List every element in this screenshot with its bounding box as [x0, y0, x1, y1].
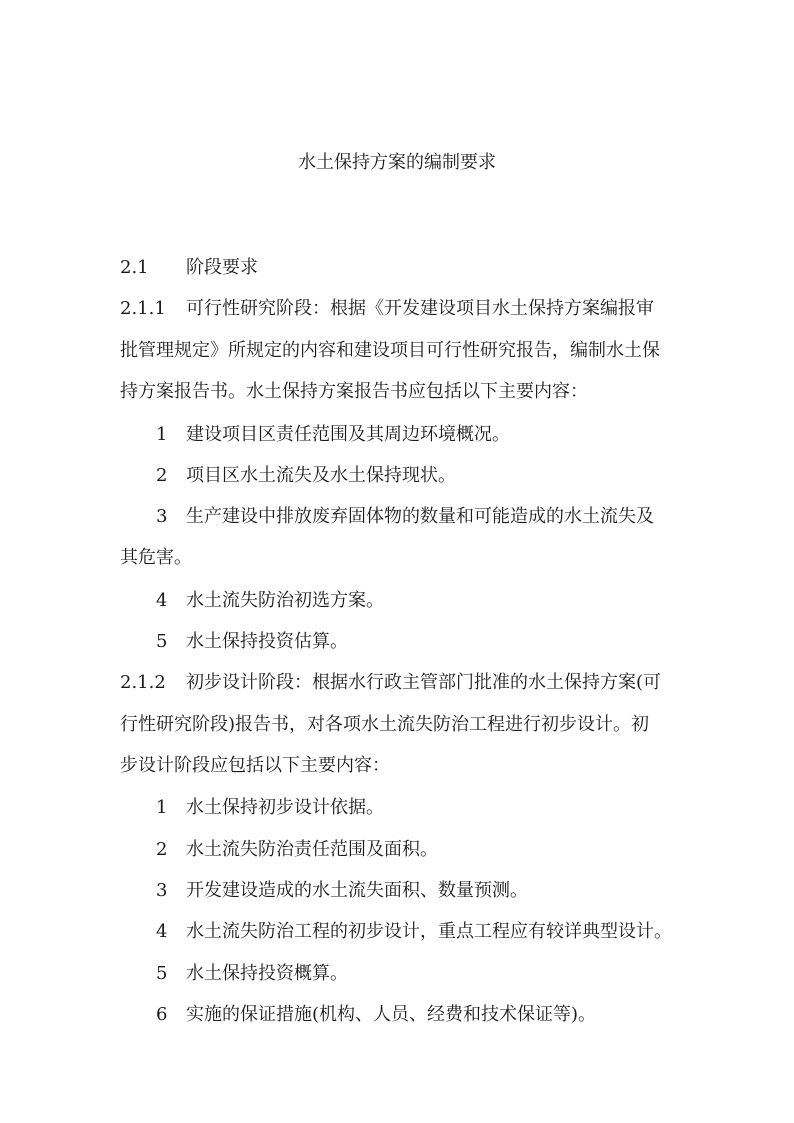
list-item-text: 水土保持投资估算。: [186, 631, 348, 652]
list-item-text: 实施的保证措施(机构、人员、经费和技术保证等)。: [186, 1004, 597, 1025]
list-item: [156, 590, 680, 612]
list-item: [156, 506, 680, 528]
subsection-2-line-3: 步设计阶段应包括以下主要内容：: [120, 755, 390, 776]
list-item-text: 水土流失防治初选方案。: [186, 590, 384, 611]
list-item-number: 2: [156, 839, 168, 860]
list-item-number: 3: [156, 506, 168, 527]
list-item-number: 4: [156, 921, 168, 942]
section-heading: [120, 257, 680, 279]
list-item-text: 水土流失防治工程的初步设计，重点工程应有较详典型设计。: [186, 921, 672, 942]
list-item-number: 5: [156, 963, 168, 984]
list-item-number: 1: [156, 424, 168, 445]
list-item: [156, 797, 680, 819]
list-item: [156, 631, 680, 653]
subsection-1-number: 2.1.1: [120, 298, 166, 319]
list-item: [156, 1004, 680, 1026]
list-item-text: 水土保持投资概算。: [186, 963, 348, 984]
list-item: [156, 963, 680, 985]
subsection-1-line-1: [120, 298, 680, 320]
section-number: 2.1: [120, 257, 149, 278]
list-item-text: 生产建设中排放废弃固体物的数量和可能造成的水土流失及: [186, 506, 654, 527]
subsection-1-line-2: 批管理规定》所规定的内容和建设项目可行性研究报告，编制水土保: [120, 340, 660, 361]
list-item: [156, 880, 680, 902]
list-item: [156, 839, 680, 861]
list-item: [156, 424, 680, 446]
list-item: [156, 921, 680, 943]
list-item-number: 2: [156, 465, 168, 486]
subsection-1-line-3: 持方案报告书。水土保持方案报告书应包括以下主要内容：: [120, 381, 588, 402]
subsection-2-line-2: 行性研究阶段)报告书，对各项水土流失防治工程进行初步设计。初: [120, 714, 650, 735]
list-item-number: 6: [156, 1004, 168, 1025]
list-item-text: 建设项目区责任范围及其周边环境概况。: [186, 424, 510, 445]
section-heading-text: 阶段要求: [186, 257, 258, 278]
subsection-1-text-1: 可行性研究阶段：根据《开发建设项目水土保持方案编报审: [186, 298, 654, 319]
list-item-number: 5: [156, 631, 168, 652]
subsection-2-number: 2.1.2: [120, 672, 166, 693]
list-item-number: 3: [156, 880, 168, 901]
subsection-2-line-1: [120, 672, 680, 694]
list-item-text: 项目区水土流失及水土保持现状。: [186, 465, 456, 486]
subsection-2-text-1: 初步设计阶段：根据水行政主管部门批准的水土保持方案(可: [186, 672, 662, 693]
list-item-continuation: 其危害。: [120, 547, 192, 568]
list-item-text: 水土保持初步设计依据。: [186, 797, 384, 818]
list-item-text: 水土流失防治责任范围及面积。: [186, 839, 438, 860]
list-item-number: 4: [156, 590, 168, 611]
list-item-number: 1: [156, 797, 168, 818]
list-item-text: 开发建设造成的水土流失面积、数量预测。: [186, 880, 528, 901]
document-title: 水土保持方案的编制要求: [298, 152, 496, 173]
list-item: [156, 465, 680, 487]
